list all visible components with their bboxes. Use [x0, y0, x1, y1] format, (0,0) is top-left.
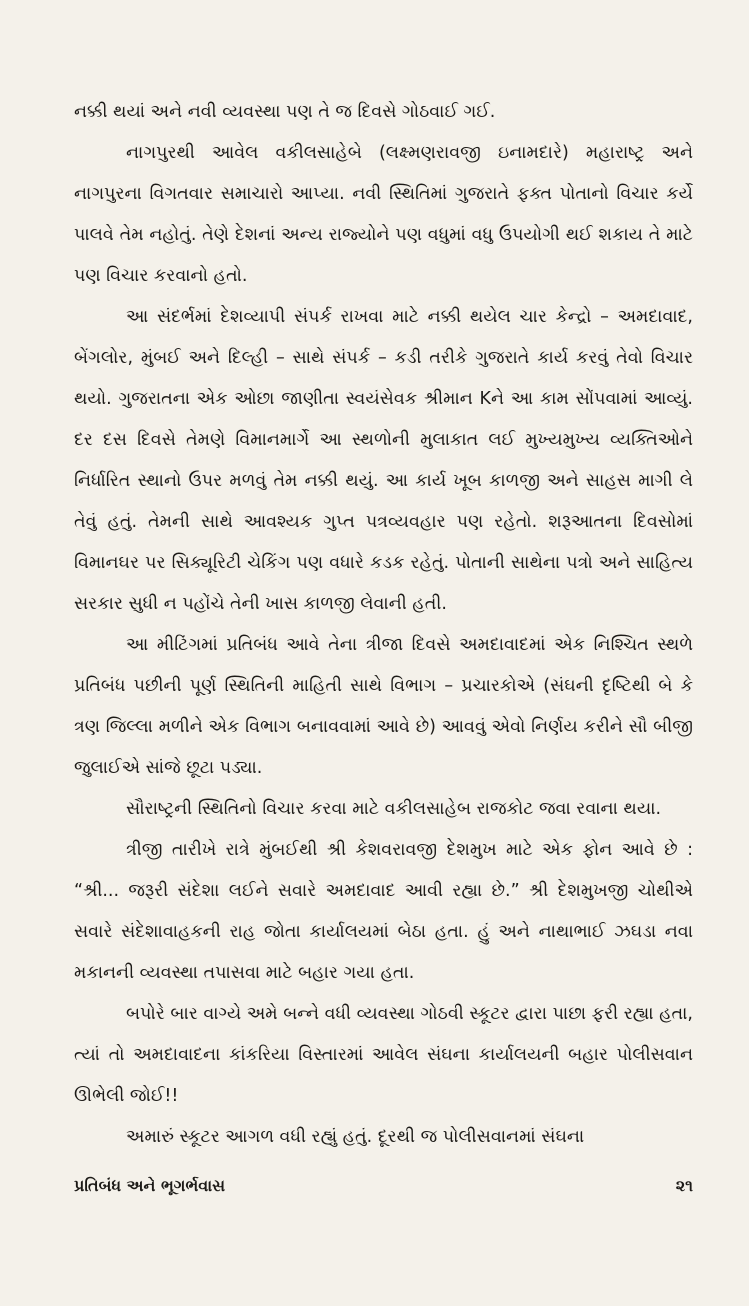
paragraph-5: સૌરાષ્ટ્રની સ્થિતિનો વિચાર કરવા માટે વકીલસાહેબ રાજકોટ જવા રવાના થયા.: [126, 799, 662, 819]
paragraph-2: નાગપુરથી આવેલ વકીલસાહેબે (લક્ષ્મણરાવજી ઇનામદારે) મહારાષ્ટ્ર અને નાગપુરના વિગતવાર સમાચારો આપ્યા. નવી સ્થિતિમાં ગુજરાતે ફક્ત પોતાનો વિચાર કર્યે પાલવે તેમ નહોતું. તેણે દેશનાં અન્ય રાજ્યોને પણ વધુમાં વધુ ઉપયોગી થઈ શકાય તે માટે પણ વિચાર કરવાનો હતો.: [74, 143, 693, 286]
page-footer: [74, 1176, 693, 1196]
paragraph-3: આ સંદર્ભમાં દેશવ્યાપી સંપર્ક રાખવા માટે નક્કી થયેલ ચાર કેન્દ્રો – અમદાવાદ, બેંગલોર, મુંબઈ અને દિલ્હી – સાથે સંપર્ક – કડી તરીકે ગુજરાતે કાર્ય કરવું તેવો વિચાર થયો. ગુજરાતના એક ઓછા જાણીતા સ્વયંસેવક શ્રીમાન Kને આ કામ સોંપવામાં આવ્યું. દર દસ દિવસે તેમણે વિમાનમાર્ગે આ સ્થળોની મુલાકાત લઈ મુખ્યમુખ્ય વ્યક્તિઓને નિર્ધારિત સ્થાનો ઉપર મળવું તેમ નક્કી થયું. આ કાર્ય ખૂબ કાળજી અને સાહસ માગી લે તેવું હતું. તેમની સાથે આવશ્યક ગુપ્ત પત્રવ્યવહાર પણ રહેતો. શરૂઆતના દિવસોમાં વિમાનઘર પર સિક્યૂરિટી ચેકિંગ પણ વધારે કડક રહેતું. પોતાની સાથેના પત્રો અને સાહિત્ય સરકાર સુધી ન પહોંચે તેની ખાસ કાળજી લેવાની હતી.: [74, 307, 693, 614]
body-text: [74, 92, 693, 1158]
paragraph-4: આ મીટિંગમાં પ્રતિબંધ આવે તેના ત્રીજા દિવસે અમદાવાદમાં એક નિશ્ચિત સ્થળે પ્રતિબંધ પછીની પૂર્ણ સ્થિતિની માહિતી સાથે વિભાગ – પ્રચારકોએ (સંઘની દૃષ્ટિથી બે કે ત્રણ જિલ્લા મળીને એક વિભાગ બનાવવામાં આવે છે) આવવું એવો નિર્ણય કરીને સૌ બીજી જુલાઈએ સાંજે છૂટા પડ્યા.: [74, 635, 693, 778]
paragraph-6: ત્રીજી તારીખે રાત્રે મુંબઈથી શ્રી કેશવરાવજી દેશમુખ માટે એક ફોન આવે છે : “શ્રી... જરૂરી સંદેશા લઈને સવારે અમદાવાદ આવી રહ્યા છે.” શ્રી દેશમુખજી ચોથીએ સવારે સંદેશાવાહકની રાહ જોતા કાર્યાલયમાં બેઠા હતા. હું અને નાથાભાઈ ઝઘડા નવા મકાનની વ્યવસ્થા તપાસવા માટે બહાર ગયા હતા.: [74, 840, 693, 983]
running-title: પ્રતિબંધ અને ભૂગર્ભવાસ: [74, 1176, 226, 1195]
paragraph-7: બપોરે બાર વાગ્યે અમે બન્ને વધી વ્યવસ્થા ગોઠવી સ્કૂટર દ્વારા પાછા ફરી રહ્યા હતા, ત્યાં તો અમદાવાદના કાંકરિયા વિસ્તારમાં આવેલ સંઘના કાર્યાલયની બહાર પોલીસવાન ઊભેલી જોઈ!!: [74, 1004, 693, 1106]
page-number: ૨૧: [675, 1176, 693, 1195]
paragraph-8: અમારું સ્કૂટર આગળ વધી રહ્યું હતું. દૂરથી જ પોલીસવાનમાં સંઘના: [126, 1127, 585, 1147]
paragraph-1: નક્કી થયાં અને નવી વ્યવસ્થા પણ તે જ દિવસે ગોઠવાઈ ગઈ.: [74, 102, 496, 122]
